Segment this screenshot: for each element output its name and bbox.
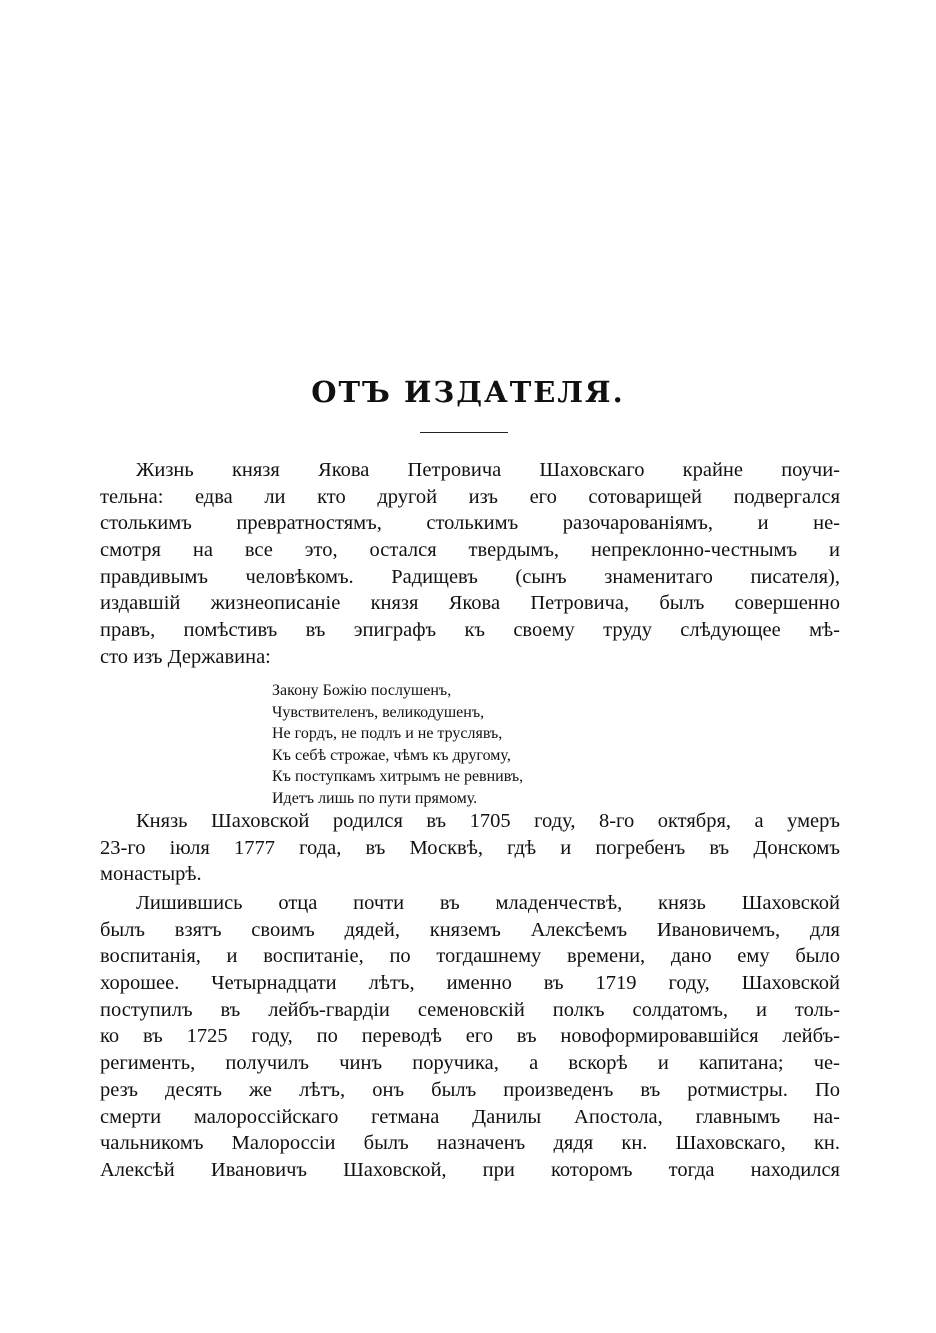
verse-line: Идетъ лишь по пути прямому. xyxy=(272,789,478,807)
paragraph-3 xyxy=(100,890,840,1184)
verse-line: Закону Божію послушенъ, xyxy=(272,682,452,699)
text-line: монастырѣ. xyxy=(100,863,202,886)
verse-line: Не гордъ, не подлъ и не труслявъ, xyxy=(272,725,503,743)
text-line: хорошее. Четырнадцати лѣтъ, именно въ 1719 году, Шаховской xyxy=(100,972,840,995)
verse-line: Къ поступкамъ хитрымъ не ревнивъ, xyxy=(272,768,524,786)
text-line: столькимъ превратностямъ, столькимъ разочарованіямъ, и не- xyxy=(100,512,840,535)
text-line: издавшій жизнеописаніе князя Якова Петровича, былъ совершенно xyxy=(100,592,840,615)
text-line: былъ взятъ своимъ дядей, княземъ Алексѣемъ Ивановичемъ, для xyxy=(100,918,840,941)
text-line: Жизнь князя Якова Петровича Шаховскаго крайне поучи- xyxy=(136,459,840,481)
page-title: ОТЪ ИЗДАТЕЛЯ. xyxy=(311,375,625,409)
text-line: Алексѣй Ивановичъ Шаховской, при которомъ тогда находился xyxy=(100,1158,840,1181)
text-line: тельна: едва ли кто другой изъ его сотоварищей подвергался xyxy=(100,485,840,508)
paragraph-2 xyxy=(100,808,840,888)
text-line: ко въ 1725 году, по переводѣ его въ новоформировавшійся лейбъ- xyxy=(100,1025,840,1048)
text-line: воспитанія, и воспитаніе, по тогдашнему времени, дано ему было xyxy=(100,945,840,968)
verse-line: Къ себѣ строжае, чѣмъ къ другому, xyxy=(272,746,511,764)
epigraph-verse xyxy=(272,680,523,810)
text-line: чальникомъ Малороссіи былъ назначенъ дядя кн. Шаховскаго, кн. xyxy=(100,1132,840,1155)
text-line: Лишившись отца почти въ младенчествѣ, князь Шаховской xyxy=(136,892,840,914)
text-line: 23-го іюля 1777 года, въ Москвѣ, гдѣ и погребенъ въ Донскомъ xyxy=(100,836,840,859)
verse-line: Чувствителенъ, великодушенъ, xyxy=(272,703,485,721)
text-line: сто изъ Державина: xyxy=(100,645,271,668)
text-line: регименть, получилъ чинъ поручика, а вскорѣ и капитана; че- xyxy=(100,1052,840,1075)
title-divider xyxy=(420,432,508,433)
text-line: резъ десять же лѣтъ, онъ былъ произведенъ въ ротмистры. По xyxy=(100,1078,840,1101)
text-line: смотря на все это, остался твердымъ, непреклонно-честнымъ и xyxy=(100,539,840,562)
text-line: смерти малороссійскаго гетмана Данилы Апостола, главнымъ на- xyxy=(100,1105,840,1128)
text-line: поступилъ въ лейбъ-гвардіи семеновскій полкъ солдатомъ, и толь- xyxy=(100,998,840,1021)
text-line: правдивымъ человѣкомъ. Радищевъ (сынъ знаменитаго писателя), xyxy=(100,565,840,588)
paragraph-1 xyxy=(100,457,840,671)
text-line: Князь Шаховской родился въ 1705 году, 8-го октября, а умеръ xyxy=(136,810,840,832)
text-line: правъ, помѣстивъ въ эпиграфъ къ своему труду слѣдующее мѣ- xyxy=(100,619,840,642)
